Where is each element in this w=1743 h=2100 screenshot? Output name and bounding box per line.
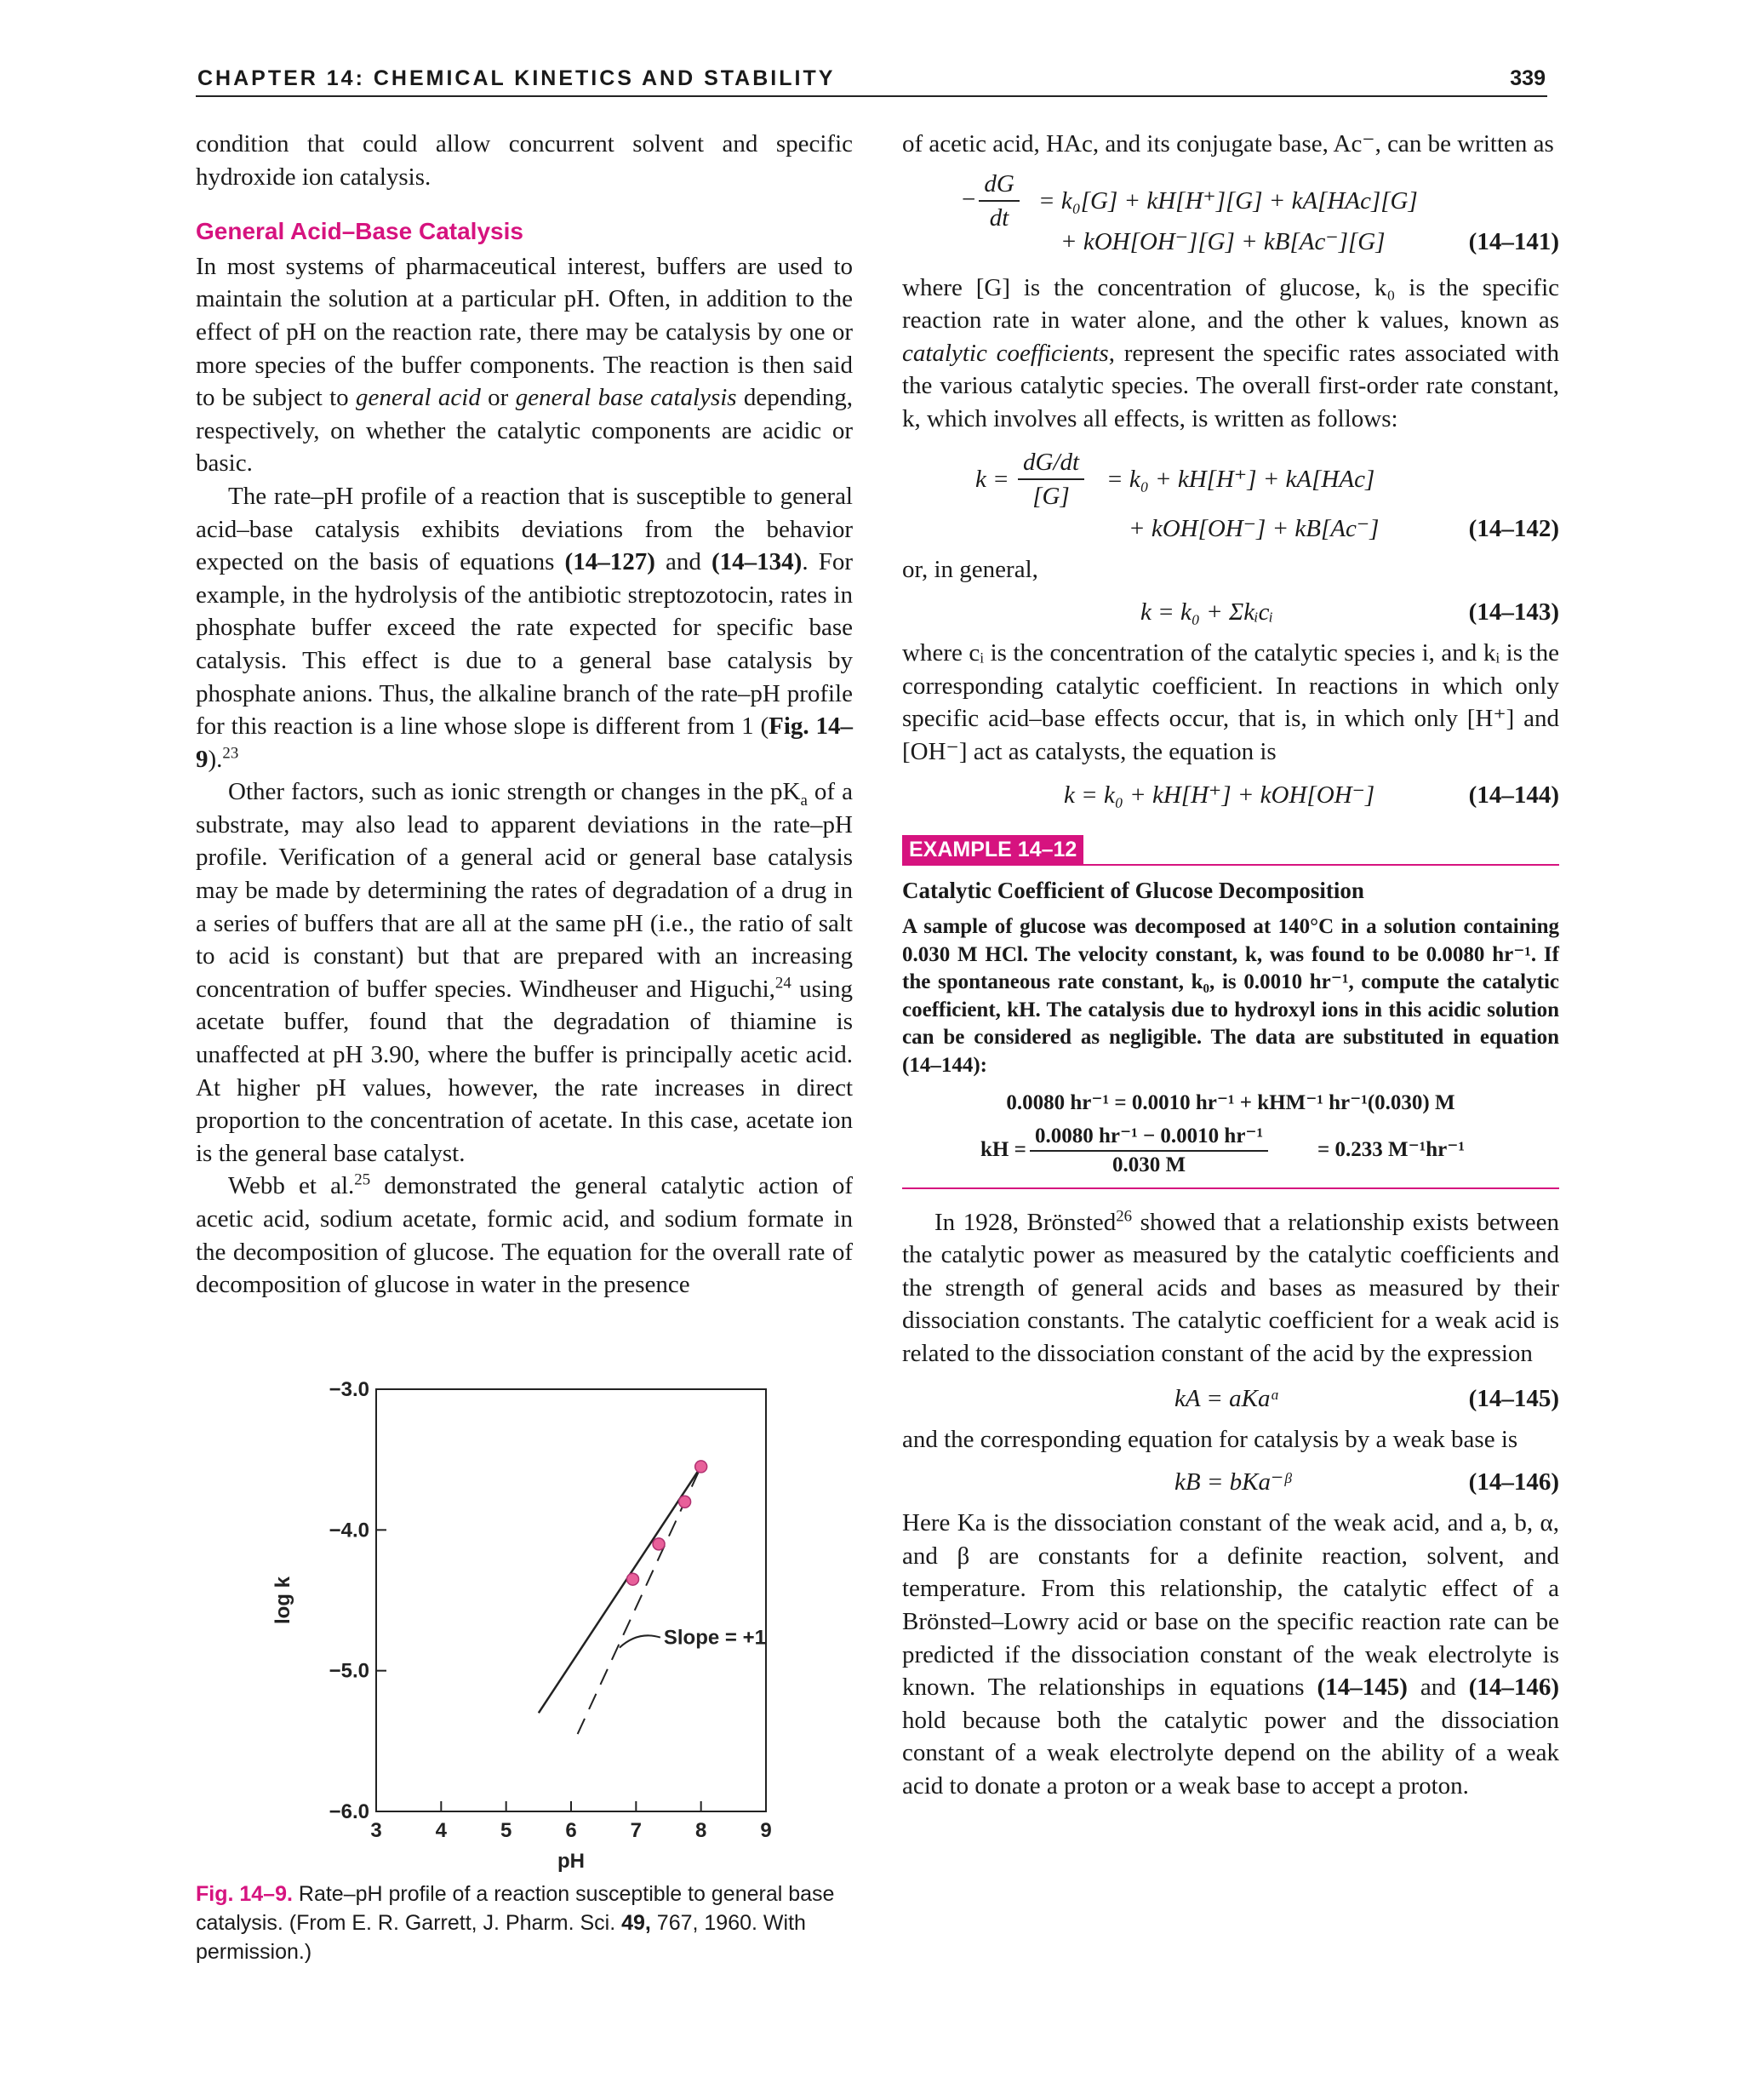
y-tick-label: −3.0	[329, 1378, 369, 1401]
x-tick-label: 3	[370, 1819, 382, 1842]
x-axis-label: pH	[557, 1850, 585, 1873]
x-tick-label: 4	[435, 1819, 448, 1842]
paragraph: The rate–pH profile of a reaction that is susceptible to general acid–base catalysis exhibits deviations from the behavior expected on the basis of equations (14–127) and (14–134). For example, in the hydrolysis of the antibiotic streptozotocin, rates in phosphate buffer exceed the rate expected for specific base catalysis. This effect is due to a general base catalysis by phosphate anions. Thus, the alkaline branch of the rate–pH profile for this reaction is a line whose slope is different from 1 (Fig. 14–9).$^{23}$	[196, 482, 854, 773]
y-tick-label: −5.0	[329, 1659, 369, 1683]
chapter-title: CHAPTER 14: CHEMICAL KINETICS AND STABILITY	[197, 66, 836, 90]
paragraph: In 1928, Brönsted$^{26}$ showed that a relationship exists between the catalytic power as measured by the catalytic coefficients and the strength of general acids and bases as measured by their dissociation constants. The catalytic coefficient for a weak acid is related to the dissociation constant of the acid by the expression	[902, 1206, 1560, 1367]
data-point	[679, 1496, 691, 1508]
example-title: Catalytic Coefficient of Glucose Decomposition	[902, 877, 1364, 903]
plot-frame	[376, 1389, 766, 1811]
y-tick-label: −4.0	[329, 1519, 369, 1542]
paragraph: where [G] is the concentration of glucose, k₀ is the specific reaction rate in water alone, and the other k values, known as catalytic coefficients, represent the specific rates associated with the various catalytic species. The overall first-order rate constant, k, which involves all effects, is written as follows:	[902, 273, 1559, 432]
example-equation-2: kH = $\frac{\text{0.0080 hr⁻¹ − 0.0010 hr⁻¹}}{0.030 M}$ = 0.233 M⁻¹hr⁻¹	[980, 1124, 1465, 1176]
x-tick-label: 8	[694, 1819, 707, 1842]
page-number: 339	[1510, 66, 1546, 90]
paragraph: and the corresponding equation for catalysis by a weak base is	[902, 1425, 1518, 1453]
equation-14-141: − $\frac{dG}{dt}$ = k₀[G] + kH[H⁺][G] + kA[HAc][G] + kOH[OH⁻][G] + kB[Ac⁻][G] (14–141)	[902, 168, 1559, 266]
paragraph: where cᵢ is the concentration of the catalytic species i, and kᵢ is the corresponding catalytic coefficient. In reactions in which only specific acid–base effects occur, that is, in which only [H⁺] and [OH⁻] act as catalysts, the equation is	[902, 639, 1559, 765]
slope-annotation: Slope = +1	[663, 1626, 766, 1650]
paragraph: condition that could allow concurrent solvent and specific hydroxide ion catalysis.	[196, 130, 853, 191]
x-tick-label: 5	[500, 1819, 512, 1842]
example-header	[902, 833, 1559, 866]
figure-reference[interactable]: Fig. 14–9	[196, 712, 853, 773]
annotation-leader	[620, 1635, 660, 1647]
y-axis-label: log k	[271, 1576, 294, 1625]
example-body: A sample of glucose was decomposed at 140°C in a solution containing 0.030 M HCl. The velocity constant, k, was found to be 0.0080 hr⁻¹. If the spontaneous rate constant, k₀, is 0.0010 hr⁻¹, compute the catalytic coefficient, kH. The catalysis due to hydroxyl ions in this acidic solution can be considered as negligible. The data are substituted in equation (14–144):	[902, 915, 1559, 1077]
data-point	[627, 1573, 639, 1585]
equation-14-142: k = $\frac{dG/dt}{[G]}$ = k₀ + kH[H⁺] + kA[HAc] + kOH[OH⁻] + kB[Ac⁻] (14–142)	[902, 446, 1559, 553]
rate-ph-chart	[255, 1362, 800, 1873]
left-column	[196, 128, 853, 1302]
paragraph: Webb et al.$^{25}$ demonstrated the general catalytic action of acetic acid, sodium acetate, formic acid, and sodium formate in the decomposition of glucose. The equation for the overall rate of decomposition of glucose in water in the presence	[196, 1170, 854, 1299]
right-column	[902, 128, 1559, 1803]
example-equation-1: 0.0080 hr⁻¹ = 0.0010 hr⁻¹ + kHM⁻¹ hr⁻¹(0.030) M	[1006, 1091, 1455, 1115]
paragraph: In most systems of pharmaceutical interest, buffers are used to maintain the solution at a particular pH. Often, in addition to the effect of pH on the reaction rate, there may be catalysis by one or more species of the buffer components. The reaction is then said to be subject to general acid or general base catalysis depending, respectively, on whether the catalytic components are acidic or basic.	[196, 252, 853, 478]
paragraph: of acetic acid, HAc, and its conjugate base, Ac⁻, can be written as	[902, 130, 1554, 157]
running-header	[196, 66, 1547, 97]
paragraph: Other factors, such as ionic strength or changes in the $pK_a$ of a substrate, may also lead to apparent deviations in the rate–pH profile. Verification of a general acid or general base catalysis may be made by determining the rates of degradation of a drug in a series of buffers that are all at the same pH (i.e., the ratio of salt to acid is constant) but that are prepared with an increasing concentration of buffer species. Windheuser and Higuchi,$^{24}$ using acetate buffer, found that the degradation of thiamine is unaffected at pH 3.90, where the buffer is principally acetic acid. At higher pH values, however, the rate increases in direct proportion to the concentration of acetate. In this case, acetate ion is the general base catalyst.	[196, 778, 854, 1167]
section-heading: General Acid–Base Catalysis	[196, 218, 523, 245]
fitted-line	[539, 1467, 701, 1713]
x-tick-label: 9	[760, 1819, 772, 1842]
equation-14-144: k = k₀ + kH[H⁺] + kOH[OH⁻] (14–144)	[1064, 781, 1559, 809]
data-point	[653, 1538, 665, 1550]
example-end-rule	[902, 1187, 1559, 1189]
x-tick-label: 7	[630, 1819, 643, 1842]
equation-14-143: k = k₀ + Σkᵢcᵢ (14–143)	[1140, 598, 1559, 627]
figure-caption: Fig. 14–9. Rate–pH profile of a reaction susceptible to general base catalysis. (From E. R. Garrett, J. Pharm. Sci. 49, 767, 1960. With permission.)	[196, 1882, 835, 1964]
equation-14-145: kA = aKaᵅ (14–145)	[1174, 1384, 1559, 1412]
paragraph: or, in general,	[902, 555, 1038, 583]
example-label: EXAMPLE 14–12	[902, 835, 1083, 864]
x-tick-label: 6	[565, 1819, 577, 1842]
y-tick-label: −6.0	[329, 1800, 369, 1823]
paragraph: Here Ka is the dissociation constant of the weak acid, and a, b, α, and β are constants for a definite reaction, solvent, and temperature. From this relationship, the catalytic effect of a Brönsted–Lowry acid or base on the specific reaction rate can be predicted if the dissociation constant of the weak electrolyte is known. The relationships in equations (14–145) and (14–146) hold because both the catalytic power and the dissociation constant of a weak electrolyte depend on the ability of a weak acid to donate a proton or a weak base to accept a proton.	[902, 1509, 1560, 1800]
data-point	[695, 1461, 707, 1473]
equation-14-146: kB = bKa⁻ᵝ (14–146)	[1174, 1468, 1559, 1496]
